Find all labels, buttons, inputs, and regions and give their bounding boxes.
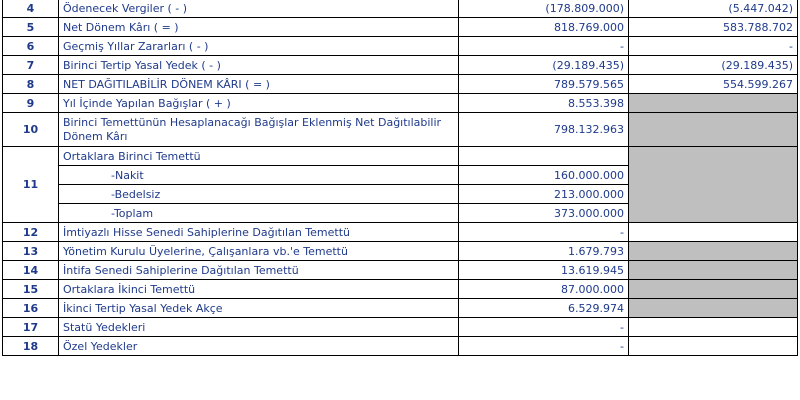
row-number: 6 [3,37,59,56]
sub-row-description: -Toplam [59,204,459,223]
table-row [3,18,798,37]
row-description: NET DAĞITILABİLİR DÖNEM KÂRI ( = ) [59,75,459,94]
row-number: 18 [3,337,59,356]
table-row [3,113,798,147]
current-period-value: - [459,37,629,56]
prior-period-value [629,318,798,337]
prior-period-value: (29.189.435) [629,56,798,75]
prior-period-value: 583.788.702 [629,18,798,37]
row-number: 10 [3,113,59,147]
row-description: Statü Yedekleri [59,318,459,337]
current-period-value: 8.553.398 [459,94,629,113]
profit-distribution-table [2,0,798,356]
table-row [3,318,798,337]
row-description: Geçmiş Yıllar Zararları ( - ) [59,37,459,56]
row-number: 16 [3,299,59,318]
prior-period-value [629,113,798,147]
row-number: 15 [3,280,59,299]
current-period-value: 798.132.963 [459,113,629,147]
row-number: 7 [3,56,59,75]
sub-row-description: -Nakit [59,166,459,185]
table-row [3,94,798,113]
row-number: 13 [3,242,59,261]
current-period-value: 6.529.974 [459,299,629,318]
row-description: İntifa Senedi Sahiplerine Dağıtılan Temettü [59,261,459,280]
table-row [3,299,798,318]
row-description: Net Dönem Kârı ( = ) [59,18,459,37]
current-period-value: (178.809.000) [459,0,629,18]
current-period-value: 818.769.000 [459,18,629,37]
current-period-value: 160.000.000 [459,166,629,185]
table-row [3,147,798,166]
row-number: 4 [3,0,59,18]
row-description: Ortaklara Birinci Temettü [59,147,459,166]
prior-period-value: - [629,37,798,56]
row-description: Ortaklara İkinci Temettü [59,280,459,299]
prior-period-value: (5.447.042) [629,0,798,18]
prior-period-value [629,299,798,318]
sub-row-description: -Bedelsiz [59,185,459,204]
current-period-value: 789.579.565 [459,75,629,94]
row-description: Özel Yedekler [59,337,459,356]
row-description: Yıl İçinde Yapılan Bağışlar ( + ) [59,94,459,113]
prior-period-value [629,261,798,280]
current-period-value [459,147,629,166]
row-description: Ödenecek Vergiler ( - ) [59,0,459,18]
prior-period-value [629,280,798,299]
current-period-value: - [459,223,629,242]
row-description: Yönetim Kurulu Üyelerine, Çalışanlara vb.'e Temettü [59,242,459,261]
current-period-value: 373.000.000 [459,204,629,223]
row-description: Birinci Tertip Yasal Yedek ( - ) [59,56,459,75]
row-description: Birinci Temettünün Hesaplanacağı Bağışlar Eklenmiş Net Dağıtılabilir Dönem Kârı [59,113,459,147]
table-row [3,223,798,242]
current-period-value: - [459,318,629,337]
row-number: 14 [3,261,59,280]
prior-period-value [629,223,798,242]
current-period-value: - [459,337,629,356]
table-row [3,56,798,75]
prior-period-value [629,147,798,223]
table-row [3,280,798,299]
table-row [3,0,798,18]
current-period-value: (29.189.435) [459,56,629,75]
row-number: 9 [3,94,59,113]
row-description: İkinci Tertip Yasal Yedek Akçe [59,299,459,318]
table-row [3,242,798,261]
table-row [3,337,798,356]
row-number: 12 [3,223,59,242]
row-number: 17 [3,318,59,337]
current-period-value: 87.000.000 [459,280,629,299]
table-row [3,37,798,56]
prior-period-value: 554.599.267 [629,75,798,94]
prior-period-value [629,242,798,261]
table-row [3,261,798,280]
prior-period-value [629,94,798,113]
row-number: 5 [3,18,59,37]
current-period-value: 213.000.000 [459,185,629,204]
row-number: 11 [3,147,59,223]
current-period-value: 13.619.945 [459,261,629,280]
row-description: İmtiyazlı Hisse Senedi Sahiplerine Dağıtılan Temettü [59,223,459,242]
current-period-value: 1.679.793 [459,242,629,261]
prior-period-value [629,337,798,356]
table-row [3,75,798,94]
row-number: 8 [3,75,59,94]
